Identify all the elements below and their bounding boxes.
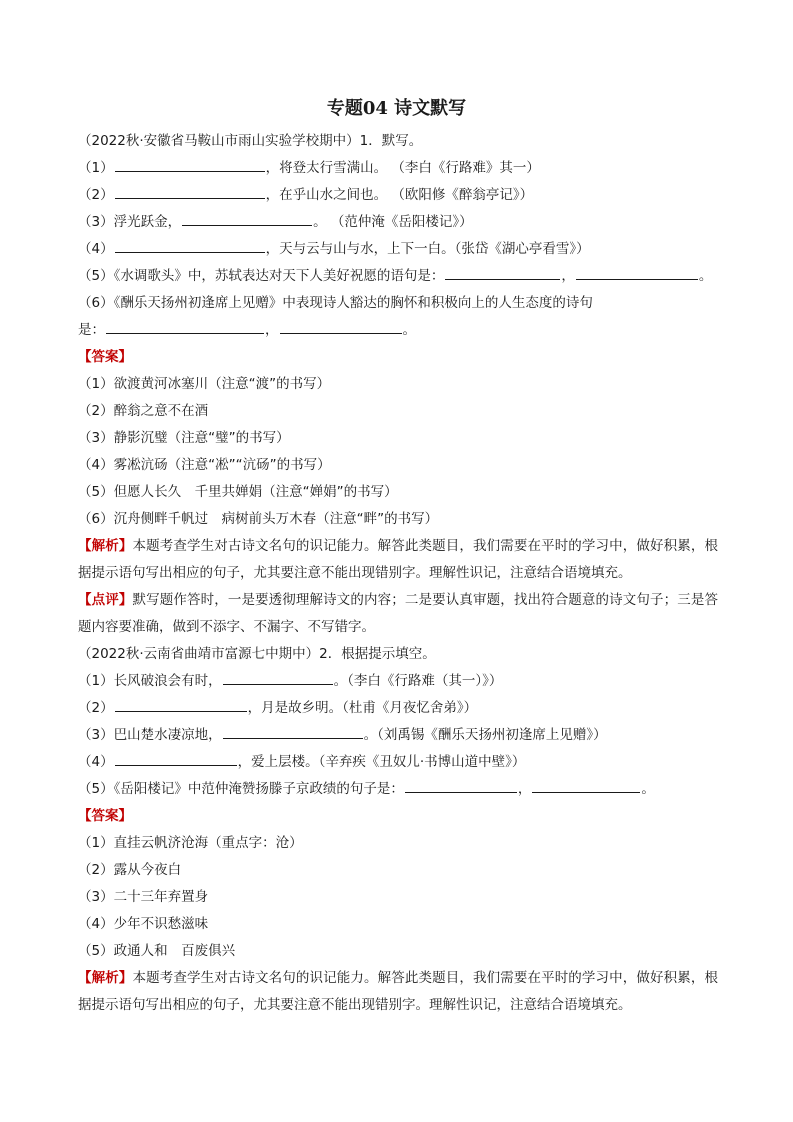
comment-paragraph: 【点评】默写题作答时，一是要透彻理解诗文的内容；二是要认真审题，找出符合题意的诗文句子；三是答题内容要准确，做到不添字、不漏字、不写错字。 <box>78 592 719 635</box>
q1-item-line1: （6）《酬乐天扬州初逢席上见赠》中表现诗人豁达的胸怀和积极向上的人生态度的诗句 <box>78 295 593 311</box>
answer-line: （5）但愿人长久 千里共婵娟（注意“婵娟”的书写） <box>78 484 398 500</box>
answer-line: （2）露从今夜白 <box>78 862 182 878</box>
answer-blank[interactable] <box>115 184 265 199</box>
q2-item: （5）《岳阳楼记》中范仲淹赞扬滕子京政绩的句子是： ， 。 <box>78 776 718 803</box>
q1-item: （4） ，天与云与山与水，上下一白。（张岱《湖心亭看雪》） <box>78 236 718 263</box>
q2-item: （2） ，月是故乡明。（杜甫《月夜忆舍弟》） <box>78 695 718 722</box>
answer-blank[interactable] <box>532 778 640 793</box>
q1-item-line2: 是： ， 。 <box>78 317 718 344</box>
answer-line: （1）欲渡黄河冰塞川（注意“渡”的书写） <box>78 376 331 392</box>
answer-blank[interactable] <box>445 265 560 280</box>
answer-blank[interactable] <box>115 238 265 253</box>
answer-line: （4）雾凇沆砀（注意“凇”“沆砀”的书写） <box>78 457 331 473</box>
answer-blank[interactable] <box>576 265 698 280</box>
answer-label: 【答案】 <box>78 349 132 365</box>
answer-line: （6）沉舟侧畔千帆过 病树前头万木春（注意“畔”的书写） <box>78 511 439 527</box>
analysis-label: 【解析】 <box>78 970 133 986</box>
answer-line: （3）静影沉璧（注意“璧”的书写） <box>78 430 290 446</box>
comment-label: 【点评】 <box>78 592 133 608</box>
page-title: 专题04 诗文默写 <box>326 98 467 119</box>
analysis-paragraph: 【解析】本题考查学生对古诗文名句的识记能力。解答此类题目，我们需要在平时的学习中，做好积累，根据提示语句写出相应的句子，尤其要注意不能出现错别字。理解性识记，注意结合语境填充。 <box>78 538 719 581</box>
answer-line: （5）政通人和 百废俱兴 <box>78 943 236 959</box>
answer-line: （2）醉翁之意不在酒 <box>78 403 209 419</box>
answer-blank[interactable] <box>405 778 517 793</box>
q1-item: （5）《水调歌头》中，苏轼表达对天下人美好祝愿的语句是： ， 。 <box>78 263 718 290</box>
answer-blank[interactable] <box>115 697 247 712</box>
answer-blank[interactable] <box>115 751 237 766</box>
answer-blank[interactable] <box>280 319 402 334</box>
q1-source: （2022秋·安徽省马鞍山市雨山实验学校期中）1．默写。 <box>78 133 423 149</box>
answer-blank[interactable] <box>106 319 264 334</box>
analysis-paragraph: 【解析】本题考查学生对古诗文名句的识记能力。解答此类题目，我们需要在平时的学习中，做好积累，根据提示语句写出相应的句子，尤其要注意不能出现错别字。理解性识记，注意结合语境填充。 <box>78 970 719 1013</box>
answer-line: （3）二十三年弃置身 <box>78 889 209 905</box>
answer-line: （4）少年不识愁滋味 <box>78 916 209 932</box>
answer-label: 【答案】 <box>78 808 132 824</box>
answer-blank[interactable] <box>182 211 312 226</box>
q2-item: （1）长风破浪会有时， 。（李白《行路难（其一）》） <box>78 668 718 695</box>
answer-blank[interactable] <box>223 724 363 739</box>
q1-item: （1） ，将登太行雪满山。 （李白《行路难》其一） <box>78 155 718 182</box>
q2-item: （3）巴山楚水凄凉地， 。（刘禹锡《酬乐天扬州初逢席上见赠》） <box>78 722 718 749</box>
document-content <box>78 128 718 1019</box>
q2-item: （4） ，爱上层楼。（辛弃疾《丑奴儿·书博山道中壁》） <box>78 749 718 776</box>
analysis-label: 【解析】 <box>78 538 133 554</box>
answer-blank[interactable] <box>115 157 265 172</box>
answer-blank[interactable] <box>223 670 333 685</box>
q1-item: （3）浮光跃金， 。 （范仲淹《岳阳楼记》） <box>78 209 718 236</box>
answer-line: （1）直挂云帆济沧海（重点字：沧） <box>78 835 303 851</box>
q1-item: （2） ，在乎山水之间也。 （欧阳修《醉翁亭记》） <box>78 182 718 209</box>
q2-source: （2022秋·云南省曲靖市富源七中期中）2．根据提示填空。 <box>78 646 436 662</box>
